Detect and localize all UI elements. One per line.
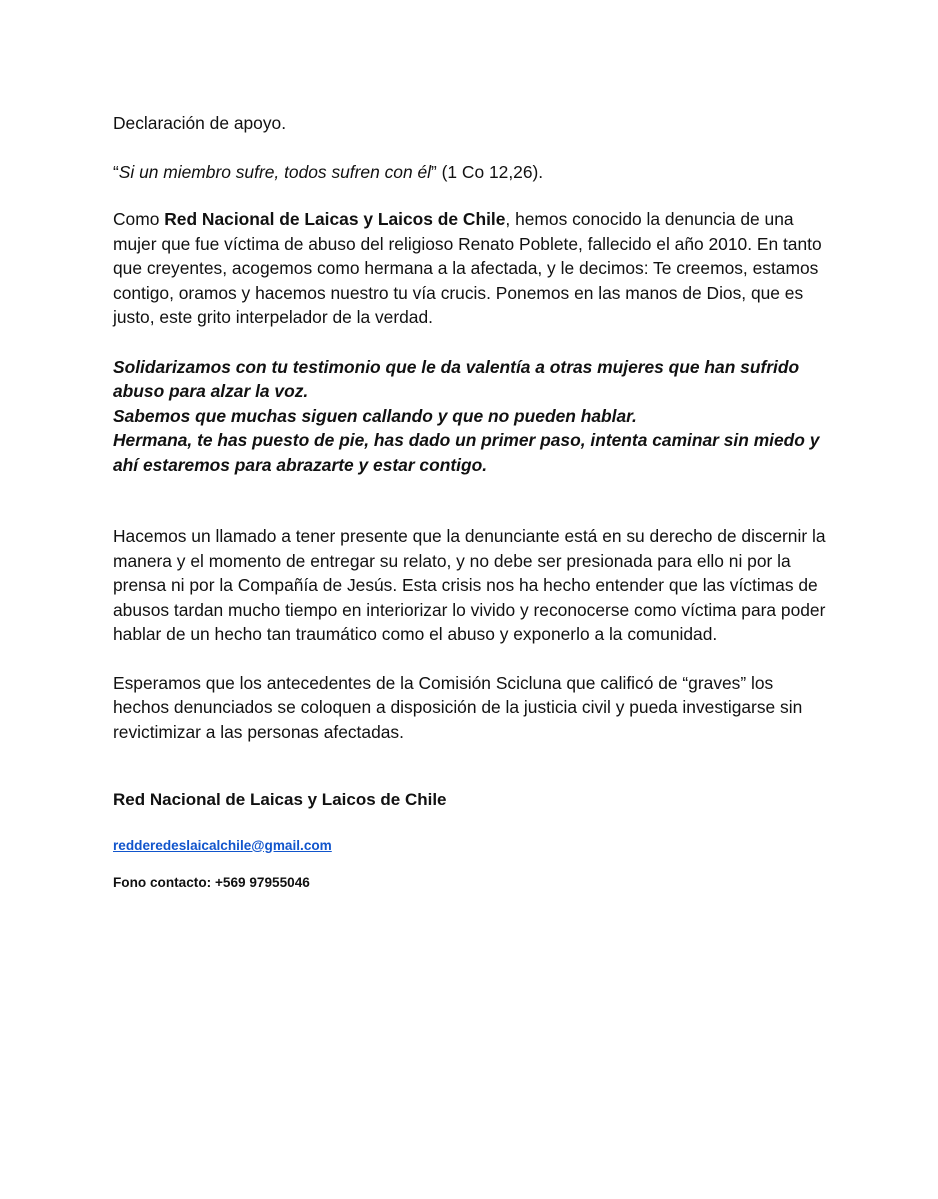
intro-org-name: Red Nacional de Laicas y Laicos de Chile xyxy=(164,209,506,229)
contact-email-link[interactable]: redderedeslaicalchile@gmail.com xyxy=(113,837,332,853)
hope-line: revictimizar a las personas afectadas. xyxy=(113,721,404,742)
solidarity-line: Hermana, te has puesto de pie, has dado un primer paso, intenta caminar sin miedo y xyxy=(113,430,820,450)
intro-prefix: Como xyxy=(113,209,165,229)
intro-paragraph xyxy=(113,207,833,330)
solidarity-paragraph xyxy=(113,355,833,478)
solidarity-line: ahí estaremos para abrazarte y estar contigo. xyxy=(113,454,488,475)
intro-line-1-rest: , hemos conocido la denuncia de una xyxy=(505,209,794,229)
call-line: hablar de un hecho tan traumático como el abuso y exponerlo a la comunidad. xyxy=(113,624,718,644)
call-paragraph xyxy=(113,524,833,647)
quote-reference: ” (1 Co 12,26). xyxy=(431,161,544,182)
intro-line-1 xyxy=(113,207,833,232)
call-line: Hacemos un llamado a tener presente que la denunciante está en su derecho de discernir la xyxy=(113,526,826,546)
solidarity-line: abuso para alzar la voz. xyxy=(113,381,309,401)
contact-phone: Fono contacto: +569 97955046 xyxy=(113,874,310,890)
intro-line-2: mujer que fue víctima de abuso del religioso Renato Poblete, fallecido el año 2010. En tanto xyxy=(113,233,822,254)
quote-text: Si un miembro sufre, todos sufren con él xyxy=(118,161,432,182)
hope-line: Esperamos que los antecedentes de la Comisión Scicluna que calificó de “graves” los xyxy=(113,672,774,693)
quote-open: “ xyxy=(113,161,119,182)
hope-paragraph xyxy=(113,671,833,745)
signature-org-name: Red Nacional de Laicas y Laicos de Chile xyxy=(113,790,447,809)
intro-line-4: contigo, oramos y hacemos nuestro tu vía crucis. Ponemos en las manos de Dios, que es xyxy=(113,282,804,303)
call-line: prensa ni por la Compañía de Jesús. Esta crisis nos ha hecho entender que las víctimas de xyxy=(113,575,818,595)
intro-line-5: justo, este grito interpelador de la verdad. xyxy=(113,307,433,327)
hope-line: hechos denunciados se coloquen a disposición de la justicia civil y pueda investigarse sin xyxy=(113,697,803,717)
call-line: manera y el momento de entregar su relato, y no debe ser presionada para ello ni por la xyxy=(113,550,791,571)
bible-quote xyxy=(113,160,833,185)
intro-line-3: que creyentes, acogemos como hermana a la afectada, y le decimos: Te creemos, estamos xyxy=(113,258,819,278)
call-line: abusos tardan mucho tiempo en interiorizar lo vivido y reconocerse como víctima para poder xyxy=(113,599,826,620)
document-page xyxy=(113,111,833,893)
document-heading: Declaración de apoyo. xyxy=(113,113,287,133)
solidarity-line: Sabemos que muchas siguen callando y que no pueden hablar. xyxy=(113,405,637,426)
solidarity-line: Solidarizamos con tu testimonio que le da valentía a otras mujeres que han sufrido xyxy=(113,356,800,377)
